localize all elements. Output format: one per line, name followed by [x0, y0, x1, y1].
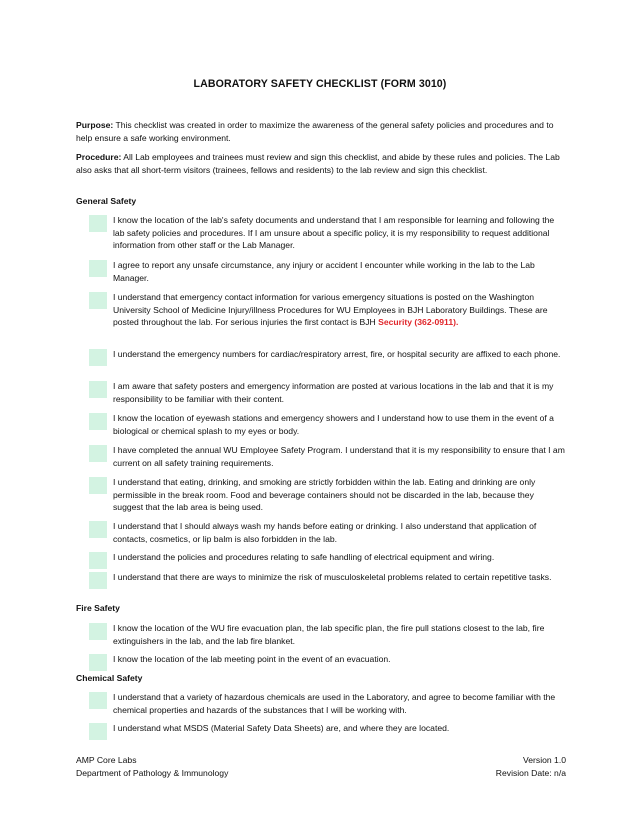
item-text: I understand that eating, drinking, and smoking are strictly forbidden within the lab. Eating and drinking are only permissible in the break room. Food and beverage containers should not be discarded in the lab, because they suggest that the lab area is being used.: [113, 477, 536, 513]
item-text: I have completed the annual WU Employee Safety Program. I understand that it is my responsibility to ensure that I am current on all safety training requirements.: [113, 445, 565, 468]
procedure-text: All Lab employees and trainees must review and sign this checklist, and abide by these rules and policies. The Lab also asks that all short-term visitors (trainees, fellows and residents) to the lab review and sign this checklist.: [76, 152, 560, 175]
checkbox[interactable]: [89, 349, 107, 366]
checklist-item: [89, 551, 565, 569]
item-text: I know the location of eyewash stations and emergency showers and I understand how to use them in the event of a biological or chemical splash to my eyes or body.: [113, 413, 554, 436]
item-text-wrap: [113, 291, 565, 329]
checklist-item: [89, 348, 565, 366]
checkbox[interactable]: [89, 215, 107, 232]
purpose-label: Purpose:: [76, 120, 114, 130]
item-text: I understand the policies and procedures relating to safe handling of electrical equipment and wiring.: [113, 552, 495, 562]
item-text: I know the location of the lab meeting point in the event of an evacuation.: [113, 654, 391, 664]
item-text: I know the location of the lab's safety documents and understand that I am responsible for learning and following the lab safety policies and procedures. If I am unsure about a specific policy, it is my responsibility to request additional information from other staff or the Lab Manager.: [113, 215, 555, 251]
item-text: I agree to report any unsafe circumstance, any injury or accident I encounter while working in the lab to the Lab Manager.: [113, 260, 535, 283]
footer-dept: Department of Pathology & Immunology: [76, 767, 229, 778]
item-text: I know the location of the WU fire evacuation plan, the lab specific plan, the fire pull stations closest to the lab, fire extinguishers in the lab, and the lab fire blanket.: [113, 623, 545, 646]
checkbox[interactable]: [89, 445, 107, 462]
item-text: I understand that emergency contact information for various emergency situations is posted on the Washington University School of Medicine Injury/illness Procedures for WU Employees in BJH Laboratory Buildings. These are posted throughout the lab. For serious injuries the first contact is BJH: [113, 292, 548, 328]
item-text: I understand that I should always wash my hands before eating or drinking. I also understand that application of contacts, cosmetics, or lip balm is also forbidden in the lab.: [113, 521, 537, 544]
page-title: LABORATORY SAFETY CHECKLIST (FORM 3010): [193, 78, 447, 90]
checklist-item: [89, 412, 565, 437]
checklist-item: [89, 476, 565, 514]
footer-version: Version 1.0: [523, 755, 566, 765]
checkbox[interactable]: [89, 623, 107, 640]
procedure-label: Procedure:: [76, 152, 122, 162]
item-text: I understand the emergency numbers for cardiac/respiratory arrest, fire, or hospital security are affixed to each phone.: [113, 349, 561, 359]
checkbox[interactable]: [89, 692, 107, 709]
checkbox[interactable]: [89, 654, 107, 671]
checklist-item: [89, 691, 565, 716]
item-text: I understand that a variety of hazardous chemicals are used in the Laboratory, and agree to become familiar with the chemical properties and hazards of the substances that I will be working with.: [113, 692, 556, 715]
checklist-item: [89, 214, 565, 252]
procedure-paragraph: [76, 151, 566, 176]
checklist-item: [89, 291, 565, 329]
checklist-item: [89, 571, 565, 589]
checklist-item: [89, 259, 565, 284]
footer-revision: Revision Date: n/a: [495, 767, 566, 778]
purpose-text: This checklist was created in order to maximize the awareness of the general safety policies and procedures and to help ensure a safe working environment.: [76, 120, 554, 143]
item-text: I understand what MSDS (Material Safety Data Sheets) are, and where they are located.: [113, 723, 450, 733]
checkbox[interactable]: [89, 260, 107, 277]
security-phone: Security (362-0911).: [378, 317, 459, 328]
checkbox[interactable]: [89, 572, 107, 589]
section-heading-fire: Fire Safety: [76, 603, 120, 613]
footer-right: [496, 754, 566, 779]
checklist-item: [89, 722, 565, 740]
checklist-item: [89, 653, 565, 671]
section-heading-general: General Safety: [76, 196, 137, 206]
checkbox[interactable]: [89, 552, 107, 569]
section-heading-chemical: Chemical Safety: [76, 673, 143, 683]
checklist-item: [89, 444, 565, 469]
checklist-item: [89, 380, 565, 405]
footer-left: [76, 754, 228, 779]
checkbox[interactable]: [89, 723, 107, 740]
purpose-paragraph: [76, 119, 566, 144]
checkbox[interactable]: [89, 413, 107, 430]
item-text: I am aware that safety posters and emergency information are posted at various locations in the lab and that it is my responsibility to be familiar with their content.: [113, 381, 554, 404]
checkbox[interactable]: [89, 477, 107, 494]
checkbox[interactable]: [89, 292, 107, 309]
checkbox[interactable]: [89, 381, 107, 398]
checklist-item: [89, 520, 565, 545]
checkbox[interactable]: [89, 521, 107, 538]
item-text: I understand that there are ways to minimize the risk of musculoskeletal problems related to certain repetitive tasks.: [113, 572, 552, 582]
footer-org: AMP Core Labs: [76, 755, 137, 765]
checklist-item: [89, 622, 565, 647]
